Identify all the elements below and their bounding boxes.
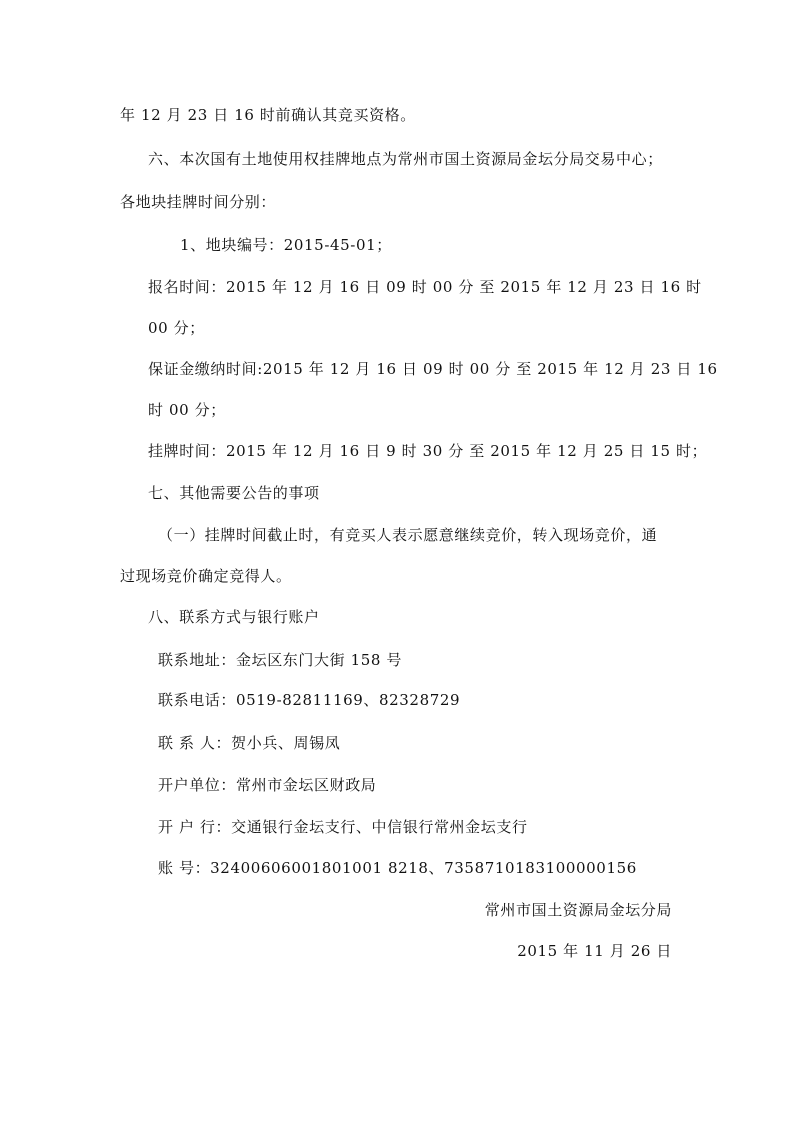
text-line-deposit-time-cont: 时 00 分； [148,401,226,419]
text-line-registration-time: 报名时间：2015 年 12 月 16 日 09 时 00 分 至 2015 年 12 月 23 日 16 时 [148,278,702,296]
text-line-section-7: 七、其他需要公告的事项 [148,484,320,502]
signature-date: 2015 年 11 月 26 日 [517,942,672,960]
text-line-contact-phone: 联系电话：0519-82811169、82328729 [158,691,461,709]
text-line-qualification: 年 12 月 23 日 16 时前确认其竞买资格。 [120,106,416,124]
text-line-registration-time-cont: 00 分； [148,319,205,337]
signature-organization: 常州市国土资源局金坛分局 [484,901,672,919]
text-line-contact-address: 联系地址：金坛区东门大街 158 号 [158,651,402,669]
text-line-deposit-time: 保证金缴纳时间:2015 年 12 月 16 日 09 时 00 分 至 2015 年 12 月 23 日 16 [148,360,718,378]
text-line-bidding-rule: （一）挂牌时间截止时，有竞买人表示愿意继续竞价，转入现场竞价，通 [158,526,658,544]
text-line-schedule-intro: 各地块挂牌时间分别： [120,193,277,211]
text-line-listing-time: 挂牌时间：2015 年 12 月 16 日 9 时 30 分 至 2015 年 12 月 25 日 15 时； [148,442,708,460]
text-line-section-6: 六、本次国有土地使用权挂牌地点为常州市国土资源局金坛分局交易中心； [148,150,663,168]
text-line-section-8: 八、联系方式与银行账户 [148,608,320,626]
text-line-account-unit: 开户单位：常州市金坛区财政局 [158,776,377,794]
text-line-bidding-rule-cont: 过现场竞价确定竞得人。 [120,567,292,585]
text-line-contact-person: 联 系 人：贺小兵、周锡凤 [158,734,341,752]
text-line-bank: 开 户 行：交通银行金坛支行、中信银行常州金坛支行 [158,818,528,836]
text-line-account-number: 账 号：32400606001801001 8218、7358710183100000156 [158,859,637,877]
text-line-parcel-number: 1、地块编号：2015-45-01； [180,236,392,254]
